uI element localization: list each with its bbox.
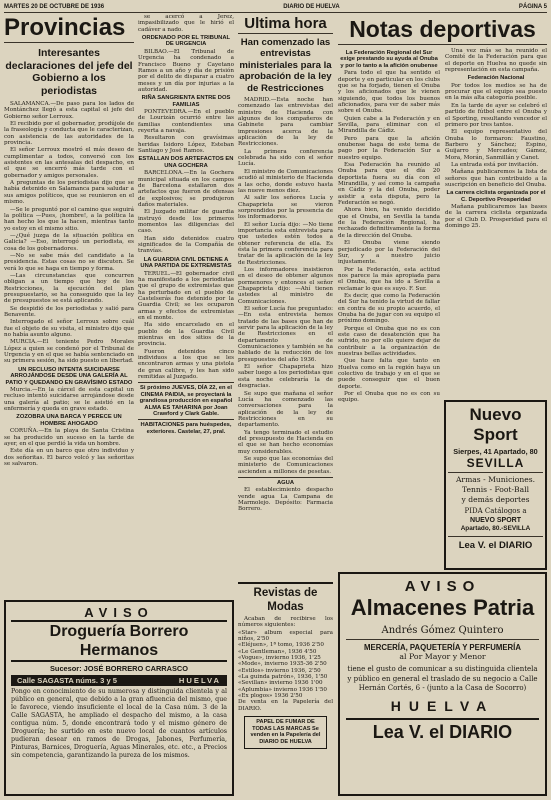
paragraph: Mañana publicaremos las bases de la carrera ciclista organizada por el Club D. Prosperidad para el domingo 25. — [445, 204, 547, 230]
paragraph: El equipo representativo del Onuba lo formaron: Faustino, Barbero y Sánchez; Espino, Guijarro y Mercadeo; Gámez, Mora, Morán, Sanmillán y Canet. — [445, 129, 547, 161]
revista-item: «Aplumbia» invierno 1936 1'50 — [238, 686, 327, 693]
paragraph: BILBAO.—El Tribunal de Urgencia ha condenado a Francisco Bueno y Cayetano Ramos a un año y día de prisión por el delito de disparar a cuatro meses y un día por injurias a la autoridad. — [138, 48, 234, 93]
paragraph: —¿Qué juzga de la situación política en Galicia? —Eso, interrogó un periodista, es cosa de los gobernadores. — [4, 232, 134, 252]
article-body — [4, 101, 134, 467]
paragraph: El señor Lucía dijo: —No tiene importancia esta entrevista para que ustedes estén todos a obtener referencia de ella. Es ésta la primera conferencia para tratar de la aplicación de la ley de Restricciones. — [238, 221, 333, 266]
paragraph: El señor Lerroux mostró el más deseo de cumplimentar a todos, conversó con los asistentes en las antesalas del despacho, en el que se encerró más tarde con el gobernador y amigos personales. — [4, 147, 134, 179]
paragraph: Porque el Onuba que no es con este caso de desatención que ha sufrido, no por ello quiere dejar de contribuir a la organización de nuestras bellas actividades. — [338, 325, 440, 357]
column-notas-deportivas — [338, 14, 547, 404]
paragraph: Para todo el que ha sentido el deporte y en particular en los clubs que se ha forjado, tienen el Onuba y los aficionados que le vienen siguiendo, que todos los buenos aficionados, para ver de saber más sobre el Onuba. — [338, 70, 440, 115]
subheadline-rina: RIÑA SANGRIENTA ENTRE DOS FAMILIAS — [141, 95, 231, 108]
paragraph: La entrada está por invitación. — [451, 161, 539, 168]
paragraph: Quien cabe a la Federación y en Sevilla, para eliminar con el Mirandilla de Cádiz. — [338, 115, 440, 135]
paragraph: Interrogado el señor Lerroux sobre cuál fue el objeto de su visita, el ministro dijo que no había asunto alguno. — [4, 319, 134, 339]
ad-drogueria-borrero — [4, 600, 234, 796]
paragraph: Pero para que la afición onubense haga de este tema de pago por la Federación Sur a nuestro equipo. — [338, 135, 440, 161]
paragraph: El señor Chapaprieta hizo saber luego a los periodistas que esta noche celebraría la de desgracias. — [238, 364, 333, 390]
patria-owner: Andrés Gómez Quintero — [381, 625, 504, 636]
paragraph: Por todos los medios se ha de procurar que el equipo sea puesto en la más alta categoría posible. — [445, 82, 547, 102]
subheadline-agua: AGUA — [276, 479, 295, 486]
subheadline-carrera-ciclista: La carrera ciclista organizada por el C. Deportivo Prosperidad — [446, 190, 546, 203]
paragraph: Al salir los señores Lucía y Chapaprieta se vieron sorprendidos por la presencia de los informadores. — [238, 195, 333, 221]
subheadline-artefactos: ESTALLAN DOS ARTEFACTOS EN UNA GOCHERA — [138, 156, 234, 169]
revista-item: «Star» album especial para niños, 2'50 — [238, 629, 333, 643]
revistas-list — [238, 616, 333, 712]
paragraph: Mañana publicaremos la lista de señores que han contribuido a la suscripción en beneficio del Onuba. — [445, 169, 547, 188]
paragraph: SALAMANCA.—De paso para los lados de Montánchez llegó a esta capital el jefe del Gobierno señor Lerroux. — [4, 101, 134, 120]
article-body — [238, 97, 333, 513]
revista-item: «Eléjuen», 1ª tomo, 1936 2'50 — [238, 642, 324, 649]
header-page: PÁGINA 5 — [518, 4, 547, 10]
ad-almacenes-patria — [338, 572, 547, 796]
paragraph: Ha sido encarcelado en el pueblo de la Guardia Civil mientras en dos sitios de la provincia. — [138, 322, 234, 348]
paragraph: Una vez más se ha reunido el Comité de la Federación para que el deporte en Huelva no quede sin representación en esta campaña. — [445, 48, 547, 74]
paragraph: El señor Lucía fue preguntado: —En esta entrevista hemos tratado de las bases que han de servir para la aplicación de la ley de Restricciones en el departamento de Comunicaciones y también se ha hablado de la reducción de los presupuestos del año 1936. — [238, 306, 333, 363]
nuevo-sport-title: Nuevo Sport — [469, 405, 522, 444]
paragraph: Esa Federación ha reunido al Onuba para que el día 20 deportista fuera su día con el Mirandilla, y así como la campaña en Cádiz y la del Onuba, poder asistir a esta disputa, pero la Federación se negó. — [338, 162, 440, 207]
cinema-notice: Si próximo JUEVES, DÍA 22, en el CINEMA PAIDIA, se proyectará la grandiosa producción en español ALMA ES TAHARINA por Joan Crawford y Clark Gable. — [139, 385, 233, 418]
divider — [138, 419, 234, 420]
section-title-notas-deportivas: Notas deportivas — [349, 16, 536, 42]
section-title-ultima-hora: Ultima hora — [244, 15, 327, 32]
borrero-body: Pongo en conocimiento de su numerosa y distinguida clientela y al público en general, que debido a la gran afluencia del mismo, que le favorece, viendo insuficiente el local de la Casa núm. 3 de la Calle SAGASTA, he ampliado el despacho del mismo, a la casa contigua núm. 5, donde encontrará todo y el mismo género de Droguería; he surtido en este nuevo local de cuantos artículos pudieran desear en ramos de Drogas, Jabones, Perfumería, Pinturas, Barnices, Droguería, Aguas Minerales, etc. etc., a Precios sin competencia, garantizando la pureza de los mismos. — [11, 688, 227, 759]
paragraph: —Se le preguntó por el camino que seguirá la política —Pues, ¡hombre!, a la política la han hecho los que la hacen, mientras tanto yo estoy en el mismo sitio. — [4, 206, 134, 232]
revista-item: «Estilos» invierno 1936, 2'50 — [238, 667, 321, 674]
paragraph: El Juzgado militar de guardia instruyó desde los primeros momentos las diligencias del caso. — [138, 209, 234, 235]
paragraph: —Las circunstancias que concurren obligan a un tiempo que hoy de los Restricciones, la ejecución del plan presupuestario, se ha conseguido que la ley de presupuestos se está aplicando. — [4, 272, 134, 305]
patria-city: HUELVA — [390, 697, 495, 714]
revista-item: «La guinda patrón», 1936, 1'50 — [238, 674, 328, 681]
subheadline-guardia-civil: LA GUARDIA CIVIL DETIENE A UNA PARTIDA DE EXTREMISTAS — [140, 256, 232, 270]
nuevo-sport-line: Armas - Municiones. — [455, 475, 536, 484]
nuevo-sport-footer: Lea V. el DIARIO — [458, 540, 533, 551]
sports-left — [338, 48, 440, 405]
paragraph: El establecimiento despacho vende agua La Campana de Marmolejo. Depósito: Farmacia Borrero. — [238, 487, 333, 513]
borrero-sub: Sucesor: JOSÉ BORRERO CARRASCO — [50, 664, 188, 673]
subheadline-zozobra: ZOZOBRA UNA BARCA Y PERECE UN HOMBRE AHOGADO — [16, 414, 122, 427]
patria-body: tiene el gusto de comunicar a su distinguida clientela y público en general el traslado de su negocio a Calle Hernán Cortés, 6 - (junto a la Casa de Socorro) — [347, 665, 538, 692]
article-body — [138, 14, 234, 435]
paragraph: CORUÑA.—En la playa de Santa Cristina se ha producido un suceso en la tarde de ayer, en el que perdió la vida un hombre. — [4, 428, 134, 447]
paragraph: Han sido detenidos cuatro significados de la Compañía de tranvías. — [138, 235, 234, 255]
nuevo-sport-line: PIDA Catálogos a — [464, 507, 527, 515]
section-title-provincias: Provincias — [4, 14, 126, 41]
paragraph: Se supo que mañana el señor Lucía ha comenzado las conversaciones para la aplicación de la ley de Restricciones en su departamento. — [238, 390, 333, 429]
nuevo-sport-line: NUEVO SPORT — [470, 517, 521, 524]
revista-item: «Le Gentleman», 1936 4'50 — [238, 648, 317, 655]
paragraph: Los informadores insistieron en el deseo de obtener algunos pormenores y entonces el señor Chapaprieta dijo: —Ahí tienen ustedes al ministro de Comunicaciones. — [238, 266, 333, 305]
borrero-aviso: AVISO — [84, 605, 154, 620]
paragraph: El ministro de Comunicaciones acudió al ministerio de Hacienda a las ocho, donde estuvo hasta las nueve menos diez. — [238, 168, 333, 194]
revista-item: «Mode», invierno 1935-36 2'50 — [238, 661, 327, 668]
revista-item: De venta en la Papelería del DIARIO. — [238, 699, 333, 712]
divider — [238, 33, 333, 34]
ad-nuevo-sport — [444, 400, 547, 570]
divider — [338, 44, 547, 45]
patria-line: al Por Mayor y Menor — [399, 652, 486, 661]
divider — [448, 536, 543, 537]
paragraph: MADRID.—Esta noche han comenzado las entrevistas del ministro de Hacienda con algunos de los compañeros de Gabinete para cambiar impresiones acerca de la aplicación de la ley de Restricciones. — [238, 97, 333, 148]
divider — [4, 42, 134, 43]
borrero-title: Droguería Borrero Hermanos — [11, 620, 227, 662]
column-provincias — [4, 14, 134, 598]
nuevo-sport-line: Tennis - Foot-Ball — [461, 485, 530, 494]
paragraph: Este día en un barco que otro individuo y dos señoritas. El barco volcó y las señoritas se salvaron. — [4, 448, 134, 467]
paragraph: MURCIA.—El teniente Pedro Morales López a quien se condenó por el Tribunal de Urgencia y en el que se había sentenciado en su primera sesión, ha sido puesto en libertad. — [4, 339, 134, 365]
subheadline-federacion: La Federación Regional del Sur exige prestando su ayuda al Onuba y por lo tanto a la afición onubense — [340, 50, 438, 69]
revista-item: «Sevillan» invierno 1936 1'00 — [238, 680, 323, 687]
paragraph: Resultaron con gravísimas heridas Isidoro López, Esteban Santiago y José Ramos. — [138, 135, 234, 155]
column-ultima-hora — [238, 14, 333, 586]
header-date: MARTES 20 DE OCTUBRE DE 1936 — [4, 4, 105, 10]
paragraph: TERUEL.—El gobernador civil ha manifestado a los periodistas que el grupo de extremistas que ha perturbado en el pueblo de Castelserás fue detenido por la Guardia Civil; se les ocuparon armas y efectos de extremistas en el monte. — [138, 270, 234, 321]
subheadline-urgencia: ORDENADO POR EL TRIBUNAL DE URGENCIA — [141, 35, 231, 48]
patria-footer: Lea V. el DIARIO — [346, 718, 539, 743]
divider — [138, 382, 234, 383]
paragraph: Acaban de recibirse los números siguientes: — [238, 616, 333, 629]
paragraph: Por la Federación, esta actitud nos parece la más apropiada para el Onuba, que ha ido a Sevilla a reclamar lo que es suyo. F. Sur. — [338, 266, 440, 292]
subheadline-federacion-nacional: Federación Nacional — [467, 75, 525, 82]
papel-fumar-box: PAPEL DE FUMAR DE TODAS LAS MARCAS Se venden en la Papelería del DIARIO DE HUELVA — [244, 716, 327, 748]
paragraph: Ahora bien, ha venido decidido que el Onuba, en Sevilla la tanda de la Federación Regional, ha rechazado definitivamente la forma de la dirección del Onuba. — [338, 207, 440, 239]
paragraph: Que hace falta que tanto en Huelva como en la región haya un colectivo de trabajo y en el que se puede conseguir que el buen deporte. — [338, 358, 440, 390]
header-paper: DIARIO DE HUELVA — [283, 4, 340, 10]
revistas-title: Revistas de Modas — [253, 587, 318, 613]
borrero-address-bar — [11, 675, 227, 686]
paragraph: BARCELONA.—En la Gochera municipal situada en los campos de Barcelona estallaron dos artefactos que fueron de ofensas de explosivos; se produjeron daños materiales. — [138, 170, 234, 208]
patria-title: Almacenes Patria — [350, 595, 535, 620]
subheadline-recluso: UN RECLUSO INTENTA SUICIDARSE ARROJÁNDOSE DESDE UNA GALERÍA AL PATIO Y QUEDANDO EN GRAVÍSIMO ESTADO — [5, 366, 133, 386]
paragraph: se acercó a Jerez, impasibilizado que le hirió el cadáver a nado. — [138, 14, 234, 33]
paragraph: El Onuba viene siendo perjudicado por la Federación del Sur, y a nuestro juicio injustamente. — [338, 240, 440, 266]
borrero-address: Calle SAGASTA núms. 3 y 5 — [17, 676, 118, 685]
paragraph: Es decir, que como la Federación del Sur ha tenido la virtud de fallar en contra de su propio acuerdo, el Onuba ha de jugar con su equipo el próximo domingo. — [338, 292, 440, 325]
sports-columns — [338, 48, 547, 405]
column-noticias — [138, 14, 234, 598]
sports-right — [445, 48, 547, 405]
paragraph: Se supo que las economías del ministerio de Comunicaciones ascienden a millones de pesetas. — [238, 455, 333, 475]
paragraph: Se despidió de los periodistas y salió para Benavente. — [4, 305, 134, 318]
paragraph: Murcia.—En la cárcel de esta capital un recluso intentó suicidarse arrojándose desde una galería al patio; se le asistió en la enfermería y queda en grave estado. — [4, 386, 134, 412]
nuevo-sport-line: y demás deportes — [461, 495, 530, 504]
headline-declaraciones: Interesantes declaraciones del jefe del Gobierno a los periodistas — [5, 47, 133, 97]
nuevo-sport-line: Apartado, 80.-SEVILLA — [460, 525, 531, 532]
paragraph: El recibido por el gobernador, prodújole de la fraseología y conducta que le caracterizan, con asistencia de las autoridades de la provincia. — [4, 121, 134, 147]
paragraph: Ya tengo terminado el estudio del presupuesto de Hacienda en el que se han hecho economías muy considerables. — [238, 429, 333, 455]
nuevo-sport-city: SEVILLA — [466, 456, 525, 470]
paragraph: En la tarde de ayer se celebró el partido de fútbol entre el Onuba y el Sporting, resultando vencedor el primero por tres tantos. — [445, 102, 547, 128]
page-header — [4, 2, 547, 13]
revistas-de-modas — [238, 582, 333, 798]
revista-item: «Ex plogos» 1936 2'50 — [238, 693, 303, 700]
divider — [346, 639, 539, 640]
paragraph: —No se sabe más del candidato a la presidencia. Estas cosas no se discuten. Se verá lo que se haga en tiempo y forma. — [4, 252, 134, 272]
paragraph: La primera conferencia celebrada ha sido con el señor Lucía. — [238, 148, 333, 168]
patria-line: MERCERÍA, PAQUETERÍA Y PERFUMERÍA — [364, 643, 521, 652]
borrero-city: HUELVA — [178, 676, 221, 685]
revista-item: «Vogue», invierno 1936, 1'25 — [238, 655, 321, 662]
divider — [238, 477, 333, 478]
paragraph: PONTEVEDRA.—En el pueblo de Lourizán ocurrió entre las familias contendientes una reyerta a navaja. — [138, 109, 234, 135]
paragraph: Fueron detenidos cinco individuos a los que se les encontraron armas y una pistola de gran calibre, y les han sido remitidas al Juzgado. — [138, 348, 234, 381]
nuevo-sport-address: Sierpes, 41 Apartado, 80 — [453, 447, 538, 456]
paragraph: Por el Onuba que no es con su equipo. — [338, 391, 440, 404]
paragraph: A preguntas de los periodistas dijo que se había detenido en Salamanca para saludar a sus amigos políticos, que se reunieron en el mismo. — [4, 180, 134, 206]
classified-ad: HABITACIONES para huéspedes, exteriores. Castelar, 27, pral. — [140, 422, 232, 435]
patria-aviso: AVISO — [404, 578, 481, 595]
divider — [448, 472, 543, 473]
headline-restricciones: Han comenzado las entrevistas ministeriales para la aprobación de la ley de Restricciones — [239, 37, 332, 94]
